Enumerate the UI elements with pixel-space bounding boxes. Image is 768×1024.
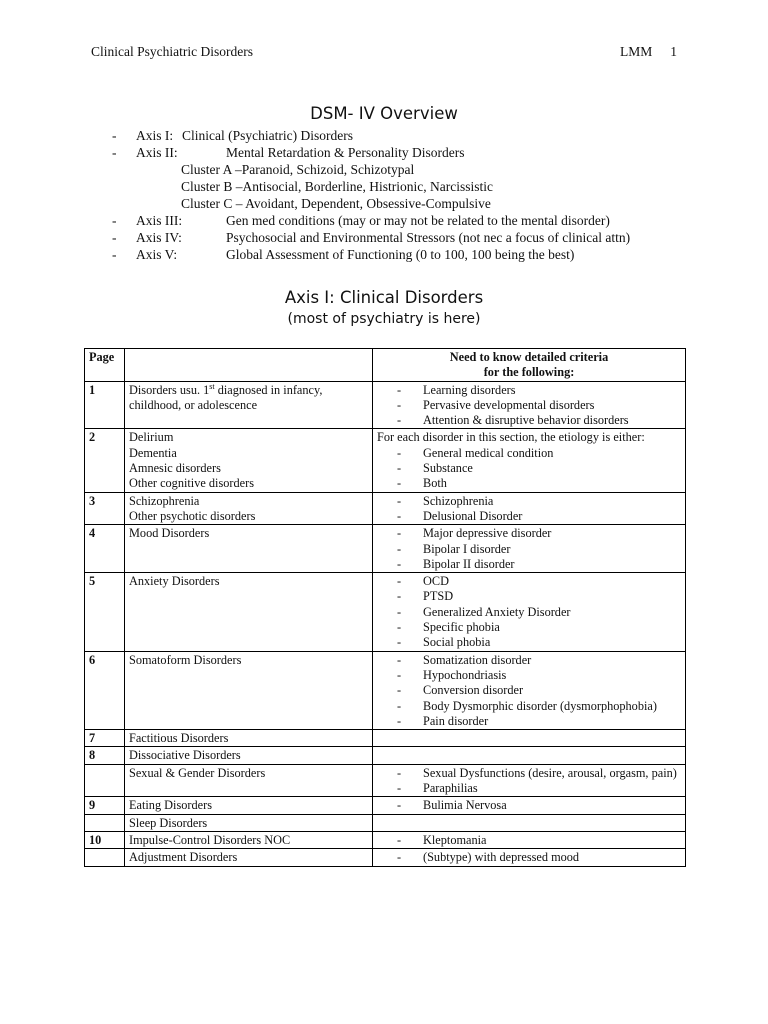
axis-overview-list xyxy=(112,127,630,263)
table-row xyxy=(85,814,686,831)
criteria-cell xyxy=(373,381,686,429)
criteria-text: Delusional Disorder xyxy=(423,508,523,523)
disorder-line: Amnesic disorders xyxy=(129,461,221,476)
cluster-item: Cluster C – Avoidant, Dependent, Obsessive-Compulsive xyxy=(181,196,491,211)
criteria-text: Somatization disorder xyxy=(423,652,532,667)
criteria-cell xyxy=(373,573,686,651)
bullet-dash: - xyxy=(397,652,402,667)
criteria-text: Bipolar I disorder xyxy=(423,541,511,556)
criteria-text: Sexual Dysfunctions (desire, arousal, orgasm, pain) xyxy=(423,765,677,780)
criteria-item xyxy=(377,509,681,524)
disorder-category-cell xyxy=(125,849,373,866)
bullet-dash: - xyxy=(397,541,402,556)
disorder-category-cell xyxy=(125,747,373,764)
criteria-text: Specific phobia xyxy=(423,620,500,635)
etiology-note: For each disorder in this section, the etiology is either: xyxy=(377,430,645,445)
page-number-cell: 4 xyxy=(85,525,125,573)
disorder-line: Other cognitive disorders xyxy=(129,476,254,491)
table-row xyxy=(85,730,686,747)
table-row xyxy=(85,651,686,729)
disorder-line: Adjustment Disorders xyxy=(129,850,238,865)
bullet-dash: - xyxy=(397,832,402,847)
axis-4-item xyxy=(112,229,630,246)
disorder-line: Sleep Disorders xyxy=(129,815,208,830)
disorder-line xyxy=(129,383,368,398)
table-row xyxy=(85,492,686,525)
section-title: Axis I: Clinical Disorders xyxy=(284,288,484,307)
page-number-cell: 8 xyxy=(85,747,125,764)
axis-label: Axis IV: xyxy=(136,230,182,245)
criteria-item xyxy=(377,683,681,698)
criteria-item xyxy=(377,668,681,683)
bullet-dash: - xyxy=(397,850,402,865)
criteria-item xyxy=(377,557,681,572)
page-number-cell: 10 xyxy=(85,831,125,848)
axis-description: Clinical (Psychiatric) Disorders xyxy=(182,128,353,143)
disorder-line: Impulse-Control Disorders NOC xyxy=(129,832,291,847)
page-number-cell: 6 xyxy=(85,651,125,729)
bullet-dash: - xyxy=(397,683,402,698)
criteria-header-line: Need to know detailed criteria xyxy=(449,350,609,364)
bullet-dash: - xyxy=(397,461,402,476)
bullet-dash: - xyxy=(397,635,402,650)
axis-3-item xyxy=(112,212,630,229)
axis-description: Psychosocial and Environmental Stressors (not nec a focus of clinical attn) xyxy=(226,230,631,245)
criteria-item xyxy=(377,574,681,589)
criteria-item xyxy=(377,699,681,714)
bullet-dash: - xyxy=(397,667,402,682)
axis-label: Axis I: xyxy=(136,128,174,143)
page-number-cell: 2 xyxy=(85,429,125,492)
criteria-text: Both xyxy=(423,476,447,491)
axis-description: Gen med conditions (may or may not be related to the mental disorder) xyxy=(226,213,610,228)
table-row xyxy=(85,849,686,866)
criteria-text: Body Dysmorphic disorder (dysmorphophobia) xyxy=(423,698,657,713)
disorder-line: Dissociative Disorders xyxy=(129,748,241,763)
criteria-cell xyxy=(373,525,686,573)
disorder-line: Sexual & Gender Disorders xyxy=(129,765,266,780)
criteria-item xyxy=(377,714,681,729)
disorder-category-cell xyxy=(125,814,373,831)
bullet-dash: - xyxy=(397,476,402,491)
bullet-dash: - xyxy=(397,604,402,619)
page-number-cell: 5 xyxy=(85,573,125,651)
criteria-text: Bulimia Nervosa xyxy=(423,798,507,813)
criteria-item xyxy=(377,833,681,848)
cluster-item: Cluster B –Antisocial, Borderline, Histrionic, Narcissistic xyxy=(181,179,493,194)
criteria-cell xyxy=(373,492,686,525)
criteria-cell xyxy=(373,764,686,797)
page-number-cell: 7 xyxy=(85,730,125,747)
criteria-text: (Subtype) with depressed mood xyxy=(423,850,580,865)
table-row xyxy=(85,747,686,764)
table-row xyxy=(85,429,686,492)
page-number-cell: 9 xyxy=(85,797,125,814)
criteria-item xyxy=(377,635,681,650)
page-number-cell: 1 xyxy=(85,381,125,429)
criteria-item xyxy=(377,413,681,428)
bullet-dash: - xyxy=(397,413,402,428)
disorder-category-cell xyxy=(125,525,373,573)
page-number-cell: 3 xyxy=(85,492,125,525)
criteria-text: Pain disorder xyxy=(423,713,489,728)
disorder-text: diagnosed in infancy, xyxy=(214,382,323,397)
bullet-dash: - xyxy=(397,765,402,780)
disorder-category-cell xyxy=(125,651,373,729)
axis-label: Axis II: xyxy=(136,145,178,160)
criteria-cell xyxy=(373,429,686,492)
criteria-item xyxy=(377,766,681,781)
disorder-text: Disorders usu. 1 xyxy=(129,382,210,397)
criteria-text: Substance xyxy=(423,461,473,476)
page-number-cell xyxy=(85,849,125,866)
disorder-category-cell xyxy=(125,730,373,747)
bullet-dash: - xyxy=(112,230,117,245)
criteria-item xyxy=(377,383,681,398)
disorder-category-cell xyxy=(125,573,373,651)
axis-5-item xyxy=(112,246,630,263)
criteria-text: Generalized Anxiety Disorder xyxy=(423,604,571,619)
disorder-category-cell xyxy=(125,831,373,848)
criteria-item xyxy=(377,798,681,813)
disorder-line: Mood Disorders xyxy=(129,526,210,541)
bullet-dash: - xyxy=(397,556,402,571)
criteria-item xyxy=(377,605,681,620)
disorder-category-cell xyxy=(125,381,373,429)
axis-1-item xyxy=(112,127,630,144)
author-initials: LMM xyxy=(620,44,653,59)
criteria-text: Major depressive disorder xyxy=(423,526,552,541)
disorder-line: Anxiety Disorders xyxy=(129,574,220,589)
column-header-page: Page xyxy=(85,349,125,382)
bullet-dash: - xyxy=(397,493,402,508)
criteria-text: Paraphilias xyxy=(423,781,478,796)
table-row xyxy=(85,381,686,429)
disorder-category-cell xyxy=(125,797,373,814)
page-number-cell xyxy=(85,764,125,797)
criteria-item xyxy=(377,494,681,509)
axis-description: Global Assessment of Functioning (0 to 100, 100 being the best) xyxy=(226,247,575,262)
criteria-header-line: for the following: xyxy=(483,365,575,380)
criteria-cell xyxy=(373,831,686,848)
section-subtitle: (most of psychiatry is here) xyxy=(287,311,481,327)
bullet-dash: - xyxy=(112,128,117,143)
bullet-dash: - xyxy=(112,247,117,262)
disorder-line: Somatoform Disorders xyxy=(129,652,242,667)
criteria-cell xyxy=(373,849,686,866)
bullet-dash: - xyxy=(397,526,402,541)
criteria-item xyxy=(377,850,681,865)
criteria-text: PTSD xyxy=(423,589,454,604)
criteria-text: Pervasive developmental disorders xyxy=(423,397,595,412)
criteria-cell xyxy=(373,797,686,814)
bullet-dash: - xyxy=(397,508,402,523)
criteria-text: Hypochondriasis xyxy=(423,667,507,682)
table-row xyxy=(85,797,686,814)
ordinal-superscript: st xyxy=(209,381,215,391)
criteria-cell xyxy=(373,730,686,747)
page-number-cell xyxy=(85,814,125,831)
column-header-criteria xyxy=(373,349,686,382)
criteria-item xyxy=(377,542,681,557)
disorder-line: Factitious Disorders xyxy=(129,731,229,746)
table-row xyxy=(85,525,686,573)
disorder-category-cell xyxy=(125,429,373,492)
criteria-item xyxy=(377,461,681,476)
bullet-dash: - xyxy=(397,698,402,713)
axis-label: Axis V: xyxy=(136,247,178,262)
column-header-empty xyxy=(125,349,373,382)
criteria-text: Kleptomania xyxy=(423,832,487,847)
bullet-dash: - xyxy=(112,145,117,160)
bullet-dash: - xyxy=(397,589,402,604)
axis-2-item xyxy=(112,144,630,161)
criteria-text: Learning disorders xyxy=(423,382,516,397)
bullet-dash: - xyxy=(397,382,402,397)
disorder-line: Eating Disorders xyxy=(129,798,212,813)
criteria-item xyxy=(377,398,681,413)
criteria-text: Bipolar II disorder xyxy=(423,556,515,571)
bullet-dash: - xyxy=(397,713,402,728)
criteria-text: Conversion disorder xyxy=(423,683,524,698)
axis-description: Mental Retardation & Personality Disorders xyxy=(226,145,465,160)
criteria-item xyxy=(377,476,681,491)
table-header-row xyxy=(85,349,686,382)
running-header-title: Clinical Psychiatric Disorders xyxy=(91,44,253,59)
disorder-category-cell xyxy=(125,492,373,525)
axis1-disorders-table xyxy=(84,348,686,867)
criteria-item xyxy=(377,446,681,461)
bullet-dash: - xyxy=(112,213,117,228)
criteria-text: Social phobia xyxy=(423,635,491,650)
disorder-line: Dementia xyxy=(129,445,177,460)
criteria-text: Schizophrenia xyxy=(423,493,494,508)
criteria-item xyxy=(377,589,681,604)
page-number: 1 xyxy=(670,44,678,59)
bullet-dash: - xyxy=(397,574,402,589)
bullet-dash: - xyxy=(397,798,402,813)
bullet-dash: - xyxy=(397,781,402,796)
running-header-right xyxy=(620,44,677,60)
table-row xyxy=(85,831,686,848)
cluster-item: Cluster A –Paranoid, Schizoid, Schizotypal xyxy=(181,162,415,177)
criteria-item xyxy=(377,653,681,668)
table-row xyxy=(85,764,686,797)
disorder-line: Schizophrenia xyxy=(129,493,200,508)
criteria-cell xyxy=(373,747,686,764)
criteria-text: OCD xyxy=(423,574,449,589)
disorder-line: Delirium xyxy=(129,430,174,445)
criteria-item xyxy=(377,781,681,796)
criteria-text: Attention & disruptive behavior disorders xyxy=(423,413,629,428)
criteria-cell xyxy=(373,651,686,729)
criteria-item xyxy=(377,620,681,635)
disorder-line: Other psychotic disorders xyxy=(129,508,256,523)
table-row xyxy=(85,573,686,651)
axis-label: Axis III: xyxy=(136,213,183,228)
overview-title: DSM- IV Overview xyxy=(310,104,458,123)
bullet-dash: - xyxy=(397,397,402,412)
bullet-dash: - xyxy=(397,620,402,635)
disorder-line: childhood, or adolescence xyxy=(129,397,258,412)
criteria-text: General medical condition xyxy=(423,445,554,460)
criteria-item xyxy=(377,526,681,541)
criteria-cell xyxy=(373,814,686,831)
disorder-category-cell xyxy=(125,764,373,797)
bullet-dash: - xyxy=(397,445,402,460)
